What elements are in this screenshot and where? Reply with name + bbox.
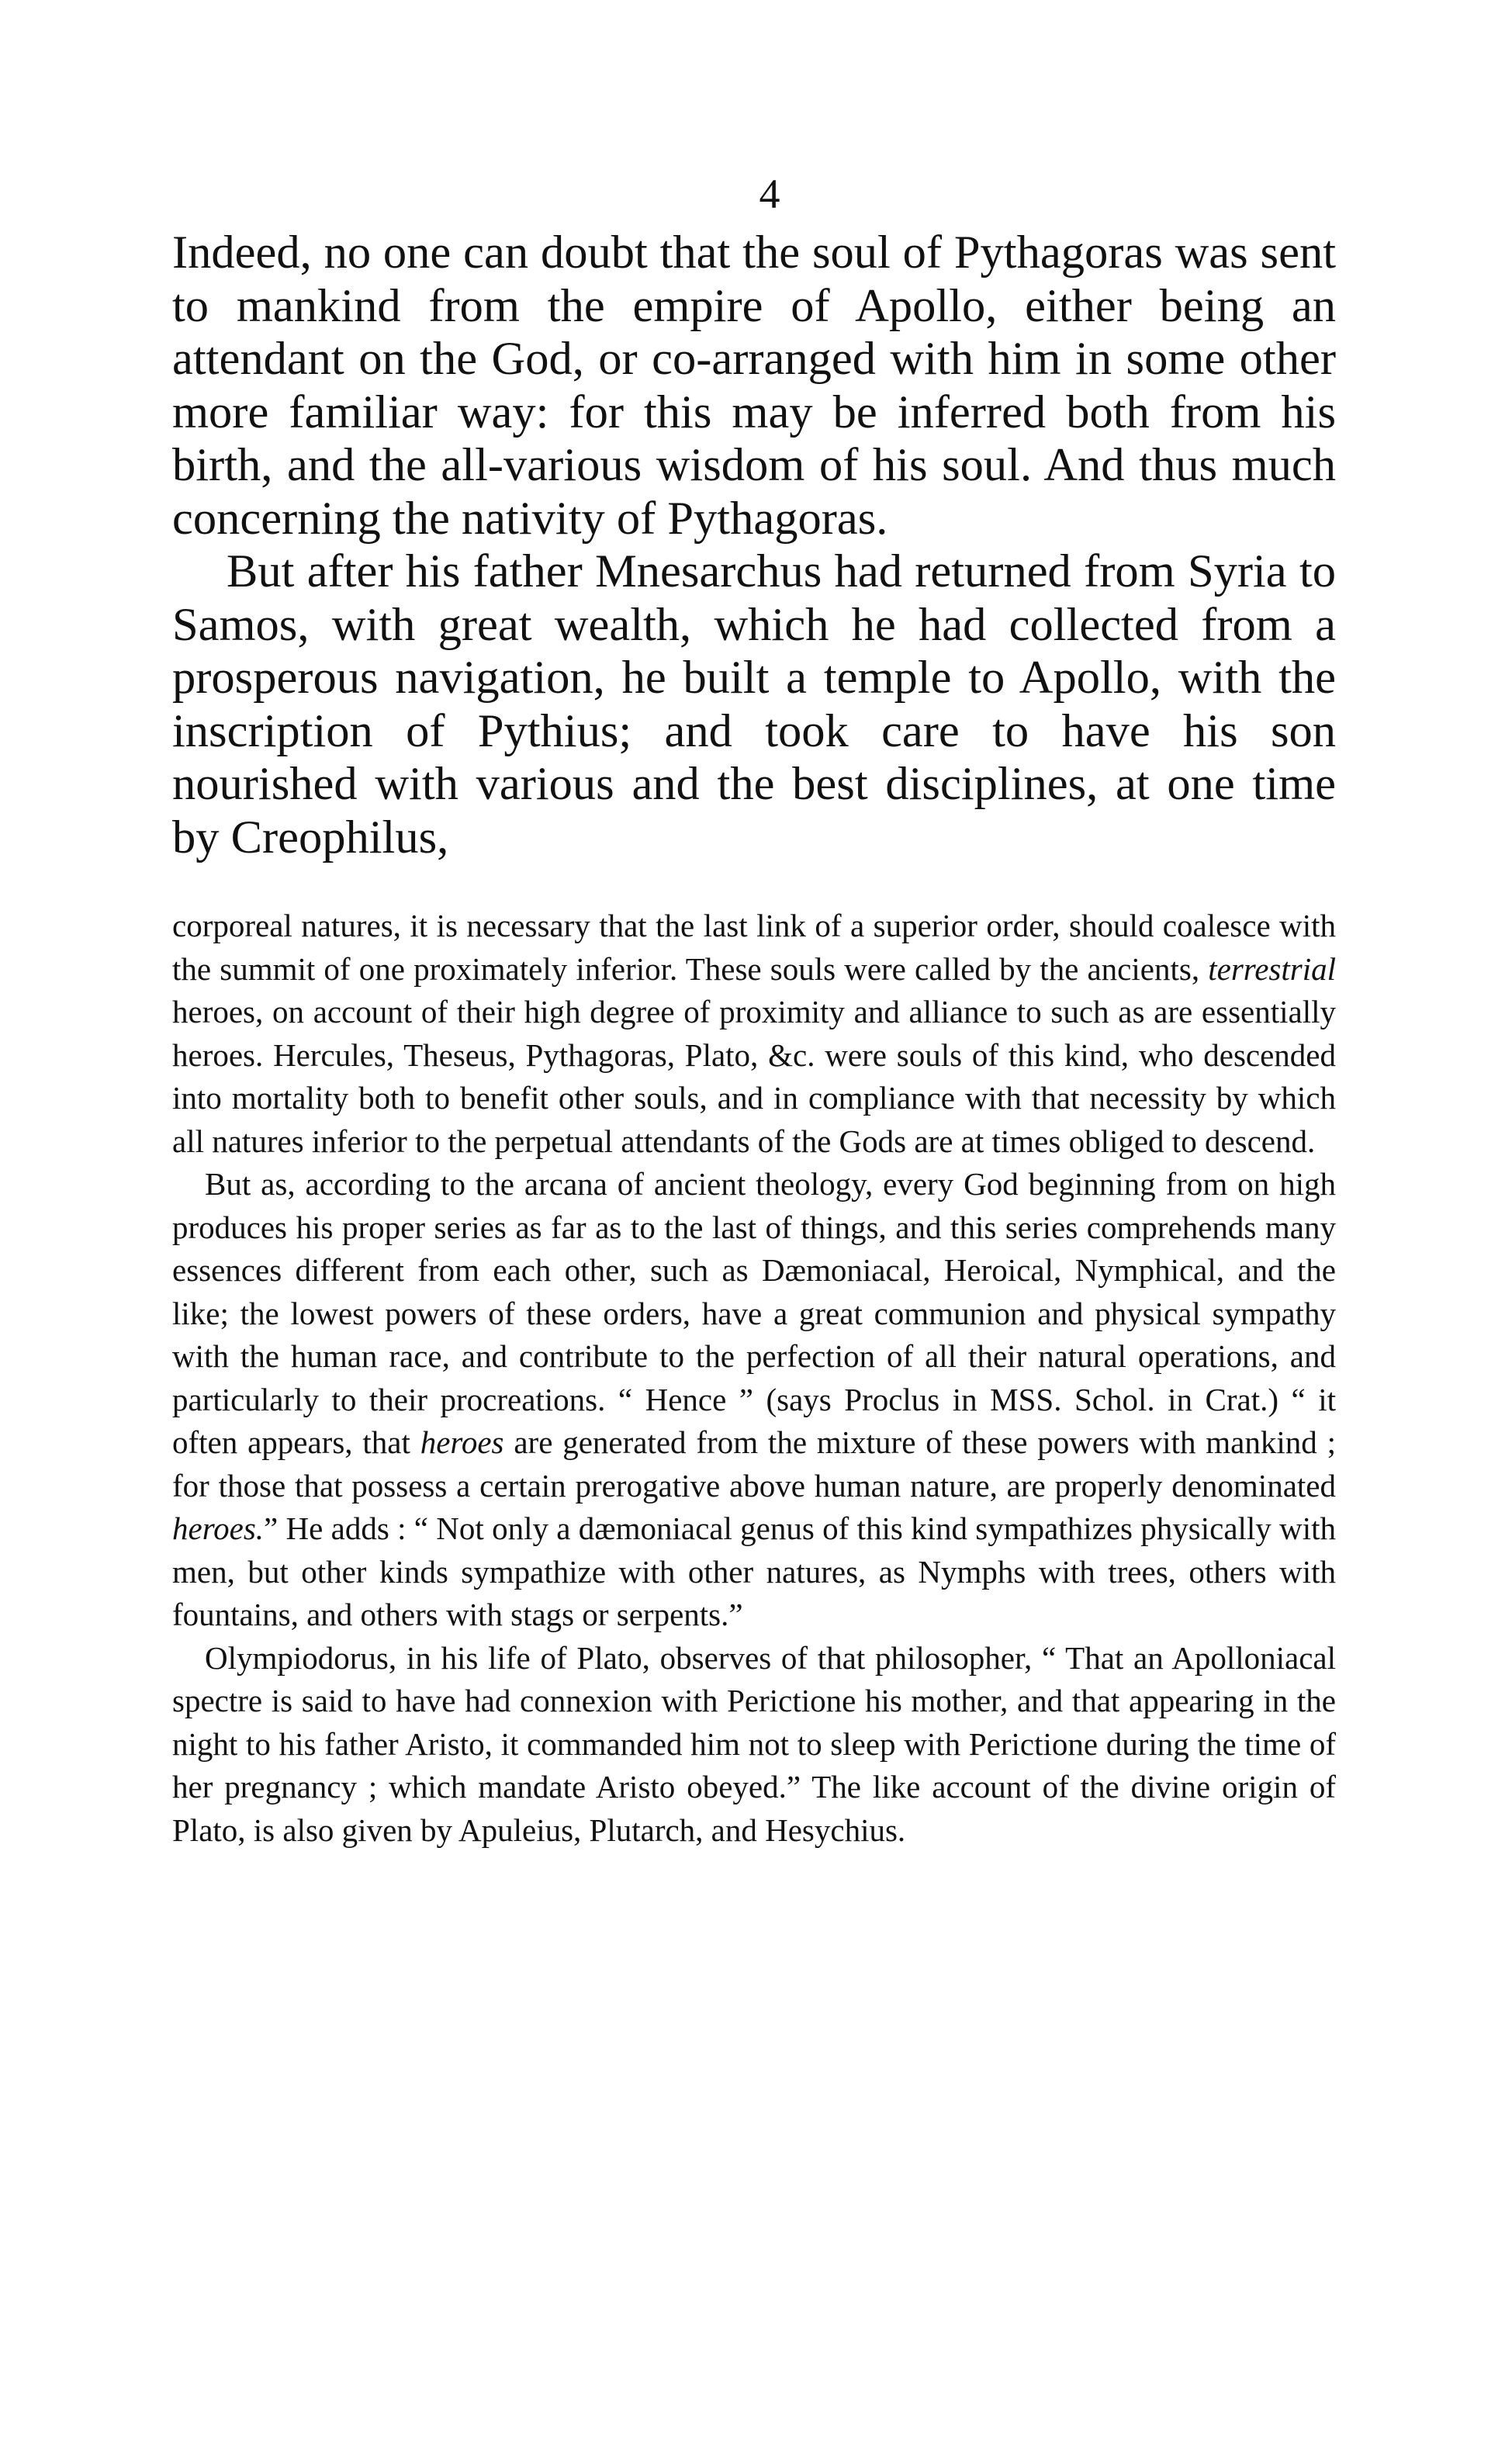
footnote-section [172,905,1336,1852]
page-number: 4 [759,171,780,217]
footnote-italic-term: heroes [420,1424,504,1460]
footnote-text: corporeal natures, it is necessary that the last link of a superior order, should coalesce with the summit of one proximately inferior. These souls were called by the ancients, [172,908,1336,987]
main-paragraph-1: Indeed, no one can doubt that the soul of Pythagoras was sent to mankind from the empire of Apollo, either being an attendant on the God, or co-arranged with him in some other more familiar way: for this may be inferred both from his birth, and the all-various wisdom of his soul. And thus much concerning the nativity of Pythagoras. [172,227,1336,545]
footnote-text: But as, according to the arcana of ancient theology, every God beginning from on high produces his proper series as far as to the last of things, and this series comprehends many essences different from each other, such as Dæmoniacal, Heroical, Nymphical, and the like; the lowest powers of these orders, have a great communion and physical sympathy with the human race, and contribute to the perfection of all their natural operations, and particularly to their procreations. “ Hence ” (says Proclus in MSS. Schol. in Crat.) “ it often appears, that [172,1166,1336,1460]
footnote-paragraph-1 [172,905,1336,1163]
footnote-text: are generated from the mixture of these powers with mankind ; for those that possess a certain prerogative above human nature, are properly denominated [172,1424,1336,1504]
footnote-text: ” He adds : “ Not only a dæmoniacal genus of this kind sympathizes physically with men, but other kinds sympathize with other natures, as Nymphs with trees, others with fountains, and others with stags or serpents.” [172,1510,1336,1632]
main-paragraph-2: But after his father Mnesarchus had returned from Syria to Samos, with great wealth, which he had collected from a prosperous navigation, he built a temple to Apollo, with the inscription of Pythius; and took care to have his son nourished with various and the best disciplines, at one time by Creophilus, [172,545,1336,863]
main-text [172,227,1336,864]
book-page [172,171,1336,1852]
footnote-paragraph-3: Olympiodorus, in his life of Plato, observes of that philosopher, “ That an Apolloniacal spectre is said to have had connexion with Perictione his mother, and that appearing in the night to his father Aristo, it commanded him not to sleep with Perictione during the time of her pregnancy ; which mandate Aristo obeyed.” The like account of the divine origin of Plato, is also given by Apuleius, Plutarch, and Hesychius. [172,1639,1336,1848]
footnote-italic-term: heroes. [172,1510,265,1546]
footnote-text: heroes, on account of their high degree of proximity and alliance to such as are essentially heroes. Hercules, Theseus, Pythagoras, Plato, &c. were souls of this kind, who descended into mortality both to benefit other souls, and in compliance with that necessity by which all natures inferior to the perpetual attendants of the Gods are at times obliged to descend. [172,994,1336,1159]
footnote-paragraph-2 [172,1163,1336,1637]
footnote-italic-term: terrestrial [1208,950,1336,987]
